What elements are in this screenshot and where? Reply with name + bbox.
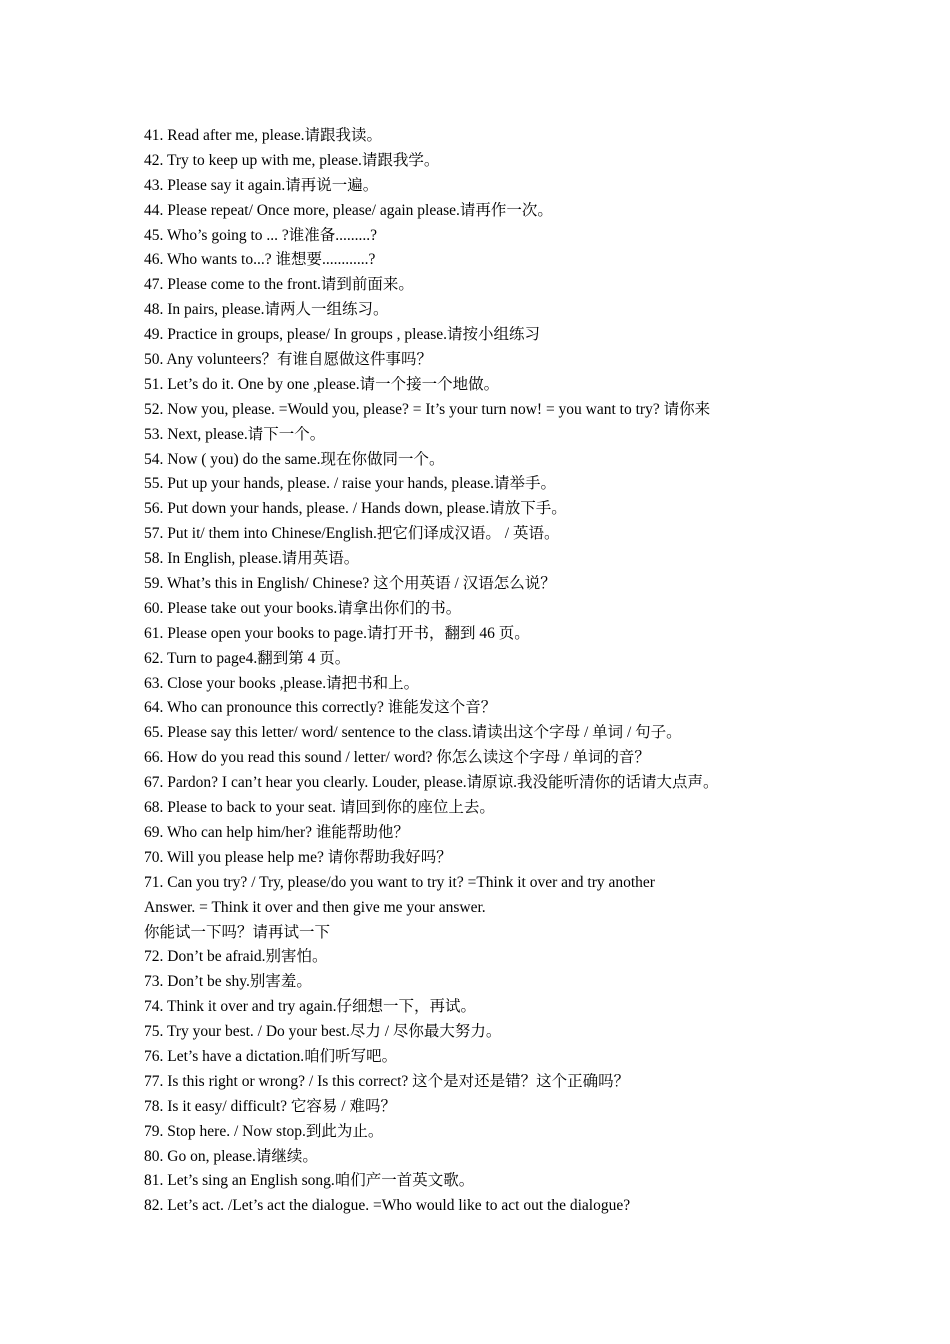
text-line: 61. Please open your books to page.请打开书，翻到 46 页。 [144,624,530,642]
text-line: 55. Put up your hands, please. / raise your hands, please.请举手。 [144,475,556,493]
text-line: 53. Next, please.请下一个。 [144,425,326,443]
text-line: 82. Let’s act. /Let’s act the dialogue. =Who would like to act out the dialogue? [144,1197,631,1215]
text-line: 70. Will you please help me? 请你帮助我好吗？ [144,848,452,866]
text-line: 74. Think it over and try again.仔细想一下，再试。 [144,998,477,1016]
text-line: 52. Now you, please. =Would you, please? = It’s your turn now! = you want to try? 请你来 [144,400,711,418]
text-line: 46. Who wants to...? 谁想要............? [144,251,376,269]
text-line: 58. In English, please.请用英语。 [144,550,360,568]
text-line: 51. Let’s do it. One by one ,please.请一个接一个地做。 [144,375,500,393]
text-line: 73. Don’t be shy.别害羞。 [144,973,312,991]
text-line: 49. Practice in groups, please/ In groups , please.请按小组练习 [144,326,541,344]
text-line: 44. Please repeat/ Once more, please/ again please.请再作一次。 [144,201,553,219]
text-line: Answer. = Think it over and then give me your answer. [144,898,486,916]
text-line: 78. Is it easy/ difficult? 它容易 / 难吗？ [144,1097,396,1115]
text-line: 64. Who can pronounce this correctly? 谁能发这个音？ [144,699,497,717]
text-line: 65. Please say this letter/ word/ sentence to the class.请读出这个字母 / 单词 / 句子。 [144,724,682,742]
text-line: 77. Is this right or wrong? / Is this correct? 这个是对还是错？这个正确吗？ [144,1072,630,1090]
text-line: 66. How do you read this sound / letter/ word? 你怎么读这个字母 / 单词的音？ [144,749,650,767]
text-line: 81. Let’s sing an English song.咱们产一首英文歌。 [144,1172,475,1190]
text-line: 45. Who’s going to ... ?谁准备.........? [144,226,378,244]
text-line: 63. Close your books ,please.请把书和上。 [144,674,420,692]
text-line: 79. Stop here. / Now stop.到此为止。 [144,1122,384,1140]
text-line: 43. Please say it again.请再说一遍。 [144,176,379,194]
text-line: 60. Please take out your books.请拿出你们的书。 [144,599,462,617]
text-line: 你能试一下吗？请再试一下 [144,923,331,941]
text-line: 69. Who can help him/her? 谁能帮助他？ [144,823,409,841]
text-line: 41. Read after me, please.请跟我读。 [144,127,383,144]
text-line: 72. Don’t be afraid.别害怕。 [144,948,328,966]
text-line: 50. Any volunteers？有谁自愿做这件事吗？ [144,351,433,369]
text-line: 68. Please to back to your seat. 请回到你的座位上去。 [144,799,495,817]
text-line: 47. Please come to the front.请到前面来。 [144,276,414,294]
text-line: 48. In pairs, please.请两人一组练习。 [144,301,389,319]
text-line: 59. What’s this in English/ Chinese? 这个用英语 / 汉语怎么说？ [144,575,556,593]
text-line: 62. Turn to page4.翻到第 4 页。 [144,649,351,667]
text-line: 75. Try your best. / Do your best.尽力 / 尽你最大努力。 [144,1023,502,1041]
text-line: 42. Try to keep up with me, please.请跟我学。 [144,151,440,169]
text-line: 80. Go on, please.请继续。 [144,1147,318,1165]
text-line: 57. Put it/ them into Chinese/English.把它们译成汉语。 / 英语。 [144,525,560,543]
text-line: 54. Now ( you) do the same.现在你做同一个。 [144,450,445,468]
text-line: 71. Can you try? / Try, please/do you want to try it? =Think it over and try another [144,873,655,891]
text-line: 76. Let’s have a dictation.咱们听写吧。 [144,1047,398,1065]
document-page [144,124,844,1219]
text-line: 56. Put down your hands, please. / Hands down, please.请放下手。 [144,500,567,518]
text-line: 67. Pardon? I can’t hear you clearly. Louder, please.请原谅.我没能听清你的话请大点声。 [144,774,719,792]
